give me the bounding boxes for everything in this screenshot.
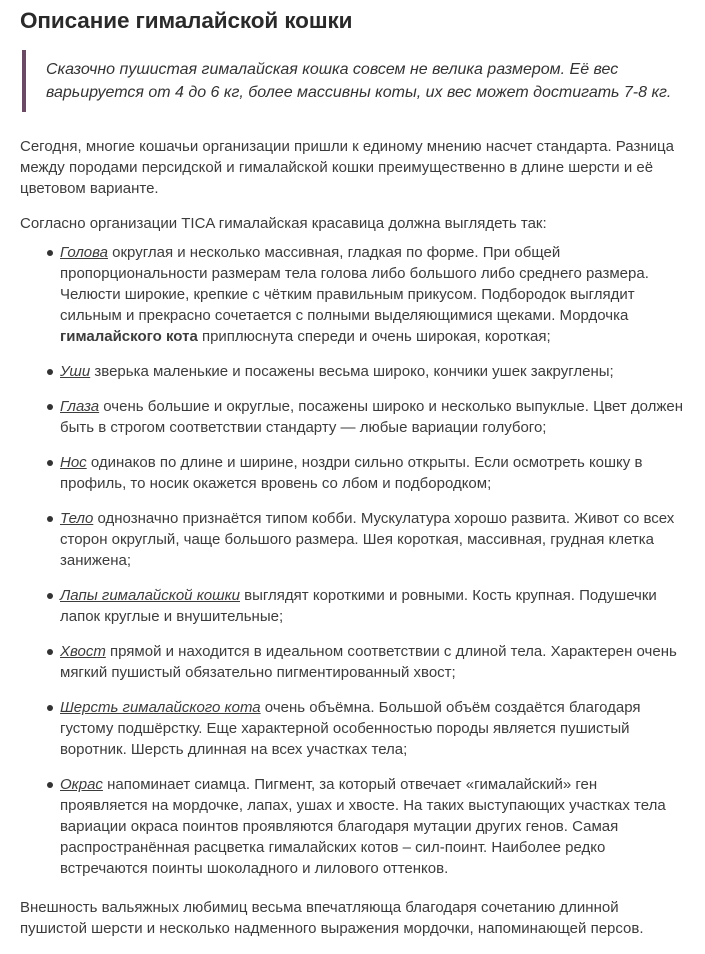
item-bold-text: гималайского кота — [60, 328, 198, 345]
term-paws: Лапы гималайской кошки — [60, 587, 240, 604]
term-eyes: Глаза — [60, 398, 100, 415]
item-text: напоминает сиамца. Пигмент, за который отвечает «гималайский» ген проявляется на мордочке, лапах, ушах и хвосте. На таких выступающих участках тела вариации окраса поинтов проявляются благодаря мутации других генов. Самая распространённая расцветка гималайских котов – сил-поинт. Наиболее редко встречаются поинты шоколадного и лилового оттенков. — [60, 776, 666, 877]
term-coat: Шерсть гималайского кота — [60, 699, 261, 716]
lead-quote: Сказочно пушистая гималайская кошка совсем не велика размером. Её вес варьируется от 4 до 6 кг, более массивны коты, их вес может достигать 7-8 кг. — [22, 50, 685, 112]
list-item — [60, 396, 685, 438]
article-title: Описание гималайской кошки — [20, 8, 353, 33]
term-nose: Нос — [60, 454, 87, 471]
list-item — [60, 452, 685, 494]
list-item — [60, 508, 685, 571]
list-item — [60, 641, 685, 683]
item-text: выглядят короткими и ровными. Кость крупная. Подушечки лапок круглые и внушительные; — [60, 587, 657, 625]
item-text: очень объёмна. Большой объём создаётся благодаря густому подшёрстку. Еще характерной особенностью породы является пушистый воротник. Шерсть длинная на всех участках тела; — [60, 699, 641, 758]
item-text: однозначно признаётся типом кобби. Мускулатура хорошо развита. Живот со всех сторон округлый, чаще большого размера. Шея короткая, массивная, грудная клетка занижена; — [60, 510, 675, 569]
term-head: Голова — [60, 244, 108, 261]
list-item — [60, 774, 685, 879]
term-color: Окрас — [60, 776, 103, 793]
intro-paragraph: Сегодня, многие кошачьи организации пришли к единому мнению насчет стандарта. Разница между породами персидской и гималайской кошки преимущественно в длине шерсти и её цветовом варианте. — [20, 138, 674, 197]
list-item — [60, 697, 685, 760]
item-text-tail: приплюснута спереди и очень широкая, короткая; — [197, 328, 551, 345]
item-text: зверька маленькие и посажены весьма широко, кончики ушек закруглены; — [90, 363, 614, 380]
item-text: округлая и несколько массивная, гладкая по форме. При общей пропорциональности размерам тела голова либо большого либо среднего размера. Челюсти широкие, крепкие с чётким правильным прикусом. Подбородок выглядит сильным и прекрасно сочетается с полными выделяющимися щеками. Мордочка — [60, 244, 649, 324]
item-text: прямой и находится в идеальном соответствии с длиной тела. Характерен очень мягкий пушистый обязательно пигментированный хвост; — [60, 643, 677, 681]
list-item — [60, 585, 685, 627]
standard-paragraph: Согласно организации TICA гималайская красавица должна выглядеть так: — [20, 215, 547, 232]
item-text: одинаков по длине и ширине, ноздри сильно открыты. Если осмотреть кошку в профиль, то носик окажется вровень со лбом и подбородком; — [60, 454, 643, 492]
list-item — [60, 242, 685, 347]
list-item — [60, 361, 685, 382]
term-body: Тело — [60, 510, 94, 527]
item-text: очень большие и округлые, посажены широко и несколько выпуклые. Цвет должен быть в строгом соответствии стандарту — любые вариации голубого; — [60, 398, 684, 436]
outro-paragraph: Внешность вальяжных любимиц весьма впечатляюща благодаря сочетанию длинной пушистой шерсти и несколько надменного выражения мордочки, напоминающей персов. — [20, 899, 644, 937]
term-ears: Уши — [60, 363, 91, 380]
term-tail: Хвост — [60, 643, 106, 660]
breed-standard-list — [20, 242, 685, 879]
